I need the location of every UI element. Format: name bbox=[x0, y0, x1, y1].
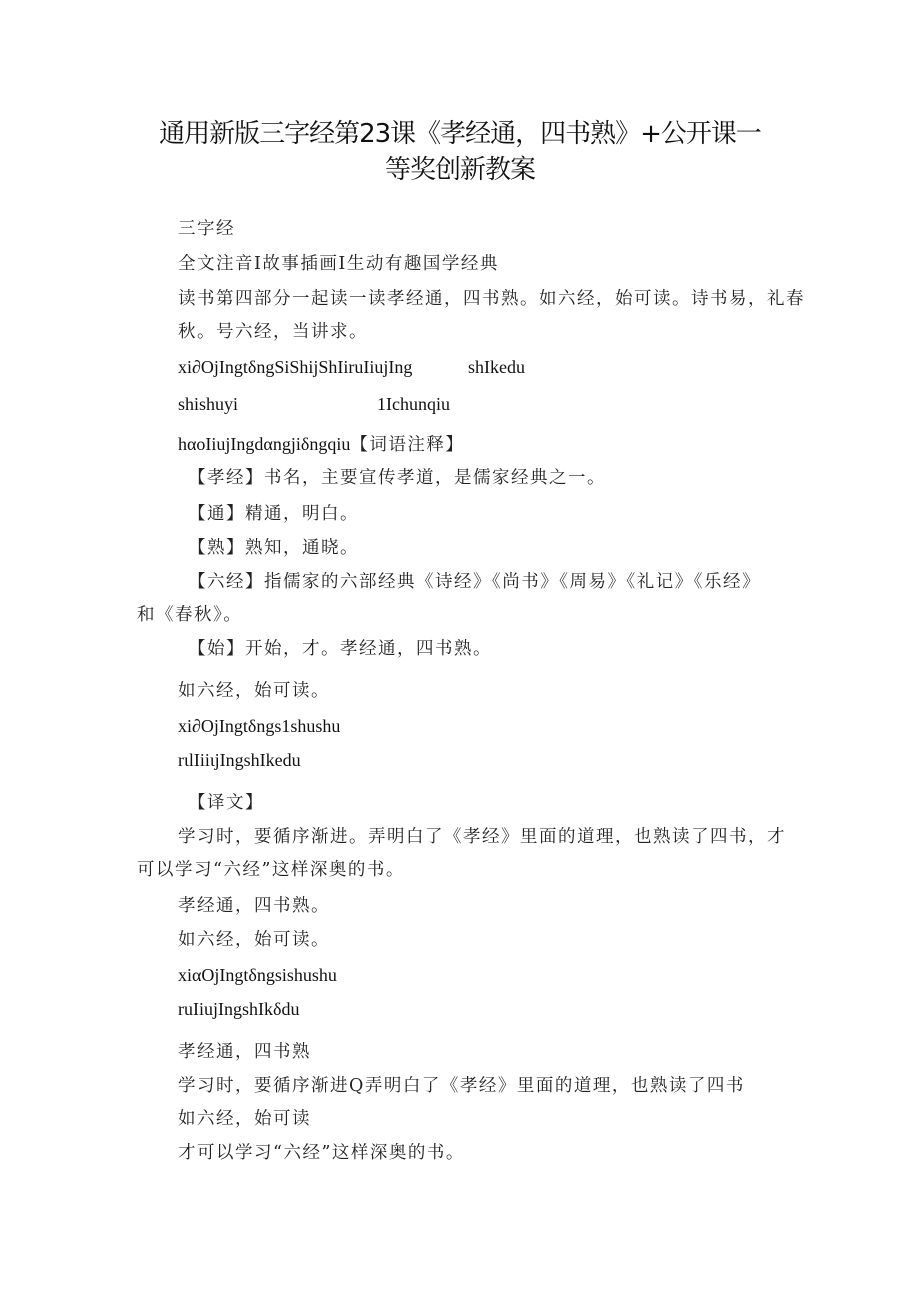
translation-line-1: 学习时，要循序渐进。弄明白了《孝经》里面的道理，也熟读了四书，才 bbox=[178, 827, 786, 847]
summary-verse-1: 孝经通，四书熟 bbox=[178, 1042, 311, 1062]
intro-paragraph-line-1: 读书第四部分一起读一读孝经通，四书熟。如六经，始可读。诗书易，礼春 bbox=[178, 289, 805, 309]
book-subtitle: 全文注音I故事插画I生动有趣国学经典 bbox=[178, 254, 499, 274]
pinyin-line-5: rιlIiiιjIngshIkedu bbox=[178, 750, 301, 770]
pinyin-line-4: xi∂OjIngtδngs1shushu bbox=[178, 716, 341, 736]
pinyin-line-2a: shishuyi bbox=[178, 394, 239, 414]
verse-ruliujing-1: 如六经，始可读。 bbox=[178, 681, 330, 701]
summary-translation-1: 学习时，要循序渐进Q弄明白了《孝经》里面的道理，也熟读了四书 bbox=[178, 1076, 745, 1096]
pinyin-with-heading bbox=[178, 433, 464, 456]
note-xiaojing: 【孝经】书名，主要宣传孝道，是儒家经典之一。 bbox=[188, 468, 606, 488]
translation-line-2: 可以学习“六经”这样深奥的书。 bbox=[137, 860, 405, 880]
pinyin-line-6: xiαOjIngtδngsishushu bbox=[178, 965, 337, 985]
pinyin-line-7: ruIiujIngshIkδdu bbox=[178, 999, 300, 1019]
pinyin-line-1b: shIkedu bbox=[468, 357, 525, 377]
pinyin-line-3: hαoIiujIngdαngjiδngqiu bbox=[178, 434, 351, 454]
note-shu: 【熟】熟知，通晓。 bbox=[188, 538, 359, 558]
document-title-line-1: 通用新版三字经第23课《孝经通，四书熟》+公开课一 bbox=[159, 119, 761, 149]
note-liujing-line-1: 【六经】指儒家的六部经典《诗经》《尚书》《周易》《礼记》《乐经》 bbox=[188, 572, 761, 592]
summary-translation-2: 才可以学习“六经”这样深奥的书。 bbox=[178, 1143, 465, 1163]
pinyin-line-2b: 1Ichunqiu bbox=[377, 394, 450, 414]
note-tong: 【通】精通，明白。 bbox=[188, 504, 359, 524]
document-title-line-2: 等奖创新教案 bbox=[384, 155, 535, 185]
summary-verse-2: 如六经，始可读 bbox=[178, 1109, 311, 1129]
note-shi: 【始】开始，才。孝经通，四书熟。 bbox=[188, 639, 492, 659]
note-liujing-line-2: 和《春秋》。 bbox=[137, 605, 243, 625]
pinyin-line-1a: xi∂OjIngtδngSiShijShIiruIiujIng bbox=[178, 357, 413, 377]
verse-xiaojing-2: 孝经通，四书熟。 bbox=[178, 896, 330, 916]
vocab-heading: 【词语注释】 bbox=[350, 435, 465, 455]
intro-paragraph-line-2: 秋。号六经，当讲求。 bbox=[178, 322, 368, 342]
verse-ruliujing-2: 如六经，始可读。 bbox=[178, 930, 330, 950]
translation-heading: 【译文】 bbox=[188, 793, 264, 813]
book-name: 三字经 bbox=[178, 219, 235, 239]
